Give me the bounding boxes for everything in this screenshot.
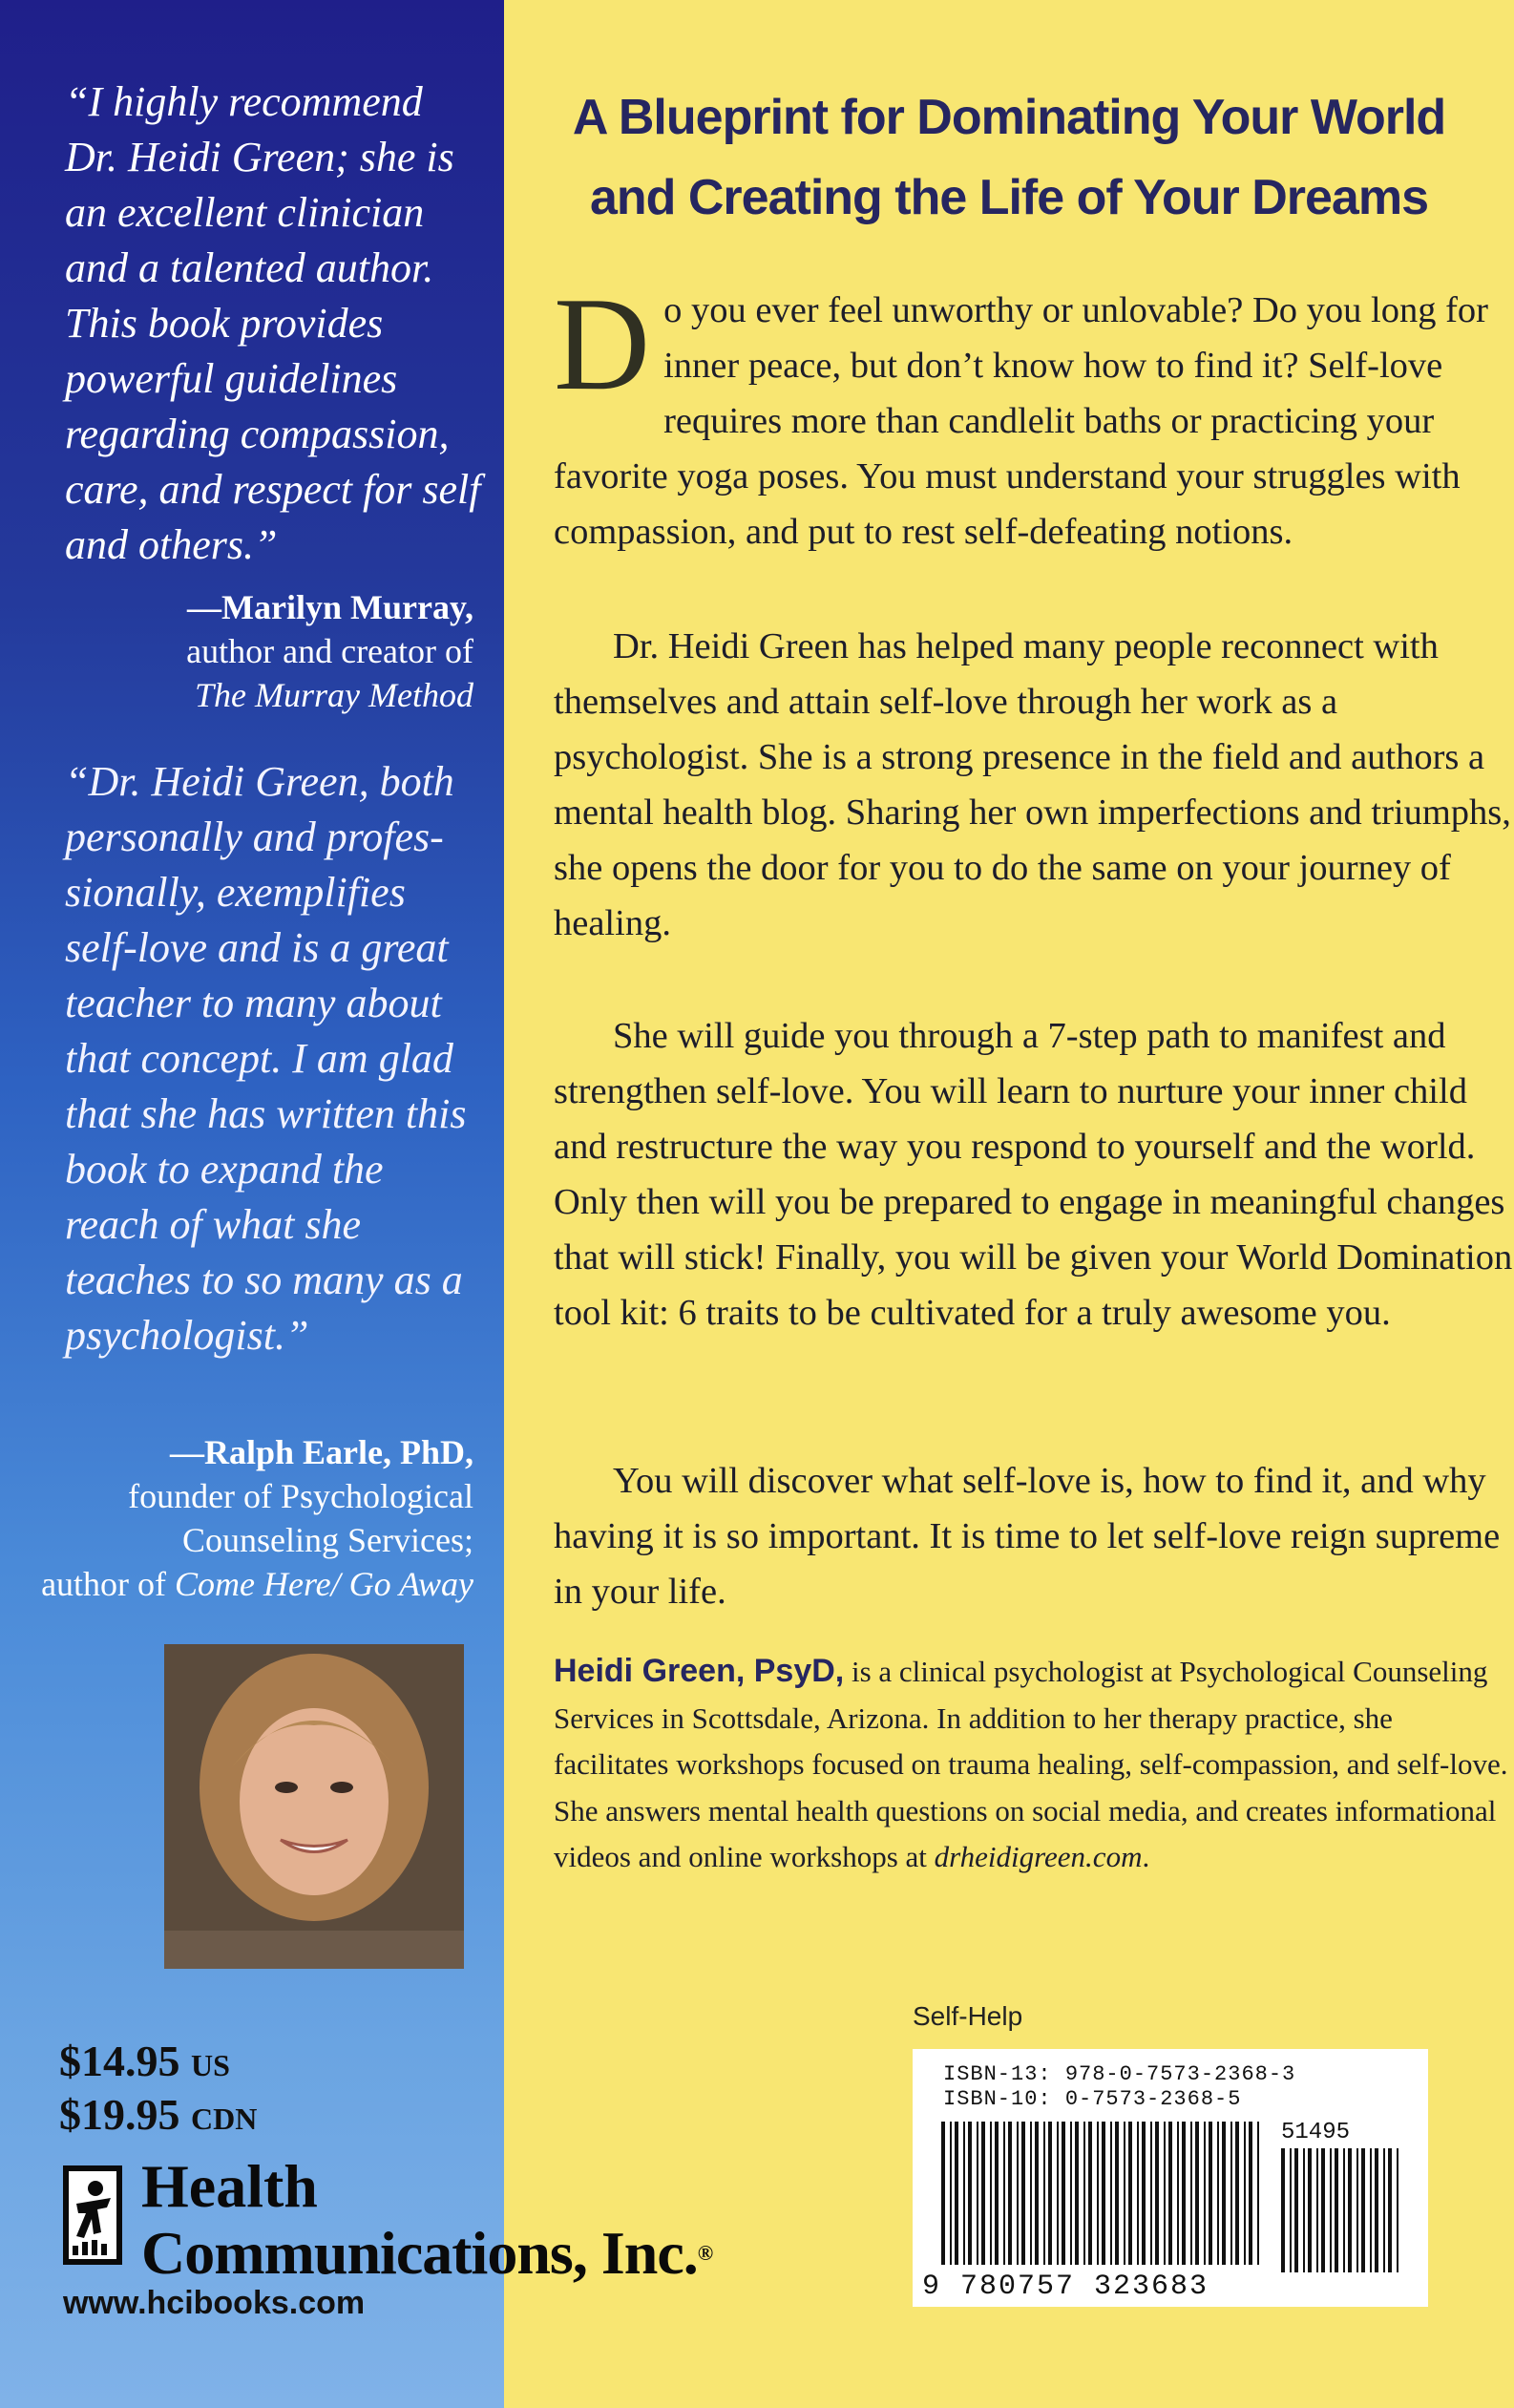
registered-mark: ® xyxy=(697,2241,713,2265)
barcode-bar xyxy=(1110,2122,1112,2265)
endorsement-quote-1: “I highly recommend Dr. Heidi Green; she is an excellent clinician and a talented author. This book provides powerful guidelines regarding compassion, care, and respect for self and others.” xyxy=(65,78,481,568)
price-us xyxy=(59,2036,230,2086)
endorser-role: founder of Psychological xyxy=(128,1477,473,1515)
paragraph-3: She will guide you through a 7-step path to manifest and strengthen self-love. You will learn to nurture your inner child and restructure the way you respond to yourself and the world. Only then will you be prepared to engage in meaningful changes that will stick! Finally, you will be given your World Domination tool kit: 6 traits to be cultivated for a truly awesome you. xyxy=(554,1016,1513,1333)
price-code: 51495 xyxy=(1281,2120,1351,2145)
barcode-bar xyxy=(1388,2148,1392,2272)
publisher-name-line1: Health xyxy=(141,2152,318,2220)
author-bio-text: is a clinical psychologist at Psychological Counseling Services in Scottsdale, Arizona. In addition to her therapy practice, she facilitates workshops focused on trauma healing, self-compassion, and self-love. She answers mental health questions on social media, and creates informational videos and online workshops at xyxy=(554,1655,1508,1873)
barcode-bar xyxy=(1048,2122,1052,2265)
publisher-name-line2 xyxy=(141,2221,712,2286)
author-bio-end: . xyxy=(1142,1840,1150,1873)
barcode-bar xyxy=(1155,2122,1159,2265)
paragraph-1-text: o you ever feel unworthy or unlovable? Do you long for inner peace, but don’t know how to find it? Self-love requires more than candlelit baths or practicing your favorite yoga poses. You must understand your struggles with compassion, and put to rest self-defeating notions. xyxy=(554,290,1488,552)
barcode-bar xyxy=(1150,2122,1152,2265)
paragraph-4: You will discover what self-love is, how to find it, and why having it is so important. It is time to let self-love reign supreme in your life. xyxy=(554,1461,1501,1612)
barcode-bar xyxy=(1383,2148,1385,2272)
drop-cap: D xyxy=(554,270,651,418)
barcode-bar xyxy=(1335,2148,1338,2272)
right-panel xyxy=(504,0,1514,2408)
barcode-bar xyxy=(1294,2148,1298,2272)
barcode-bar xyxy=(1343,2148,1345,2272)
barcode-bar xyxy=(1008,2122,1012,2265)
barcode-bar xyxy=(1057,2122,1059,2265)
endorser-work: The Murray Method xyxy=(195,676,473,714)
barcode-bar xyxy=(1230,2122,1232,2265)
barcode-bar xyxy=(1249,2122,1252,2265)
barcode-bar xyxy=(1321,2148,1325,2272)
price-cdn xyxy=(59,2089,257,2140)
endorser-name: —Marilyn Murray, xyxy=(187,588,473,626)
barcode-bar xyxy=(1375,2148,1378,2272)
left-panel xyxy=(0,0,504,2408)
price-us-value: $14.95 xyxy=(59,2037,180,2085)
author-name: Heidi Green, PsyD, xyxy=(554,1653,845,1689)
barcode-bar xyxy=(950,2122,952,2265)
barcode-bar xyxy=(1088,2122,1092,2265)
barcode-bar xyxy=(1348,2148,1352,2272)
barcode-bar xyxy=(1290,2148,1292,2272)
barcode-bar xyxy=(1244,2122,1246,2265)
barcode-bar xyxy=(955,2122,958,2265)
endorsement-quote-2: “Dr. Heidi Green, both personally and profes-sionally, exemplifies self-love and is a great teacher to many about that concept. I am glad that she has written this book to expand the reach of what she teaches to so many as a psychologist.” xyxy=(65,758,467,1359)
barcode-bar xyxy=(1017,2122,1019,2265)
headline-line2: and Creating the Life of Your Dreams xyxy=(589,170,1428,225)
barcode-bar xyxy=(1137,2122,1139,2265)
endorser-role-prefix: author of xyxy=(41,1565,167,1603)
barcode-bar xyxy=(941,2122,945,2265)
publisher-name-text: Communications, Inc. xyxy=(141,2219,698,2287)
endorser-work: Come Here/ Go Away xyxy=(175,1565,473,1603)
barcode-bar xyxy=(1204,2122,1206,2265)
barcode-bar xyxy=(1195,2122,1199,2265)
endorsement-attribution-1 xyxy=(186,585,473,717)
barcode-bar xyxy=(1035,2122,1039,2265)
barcode-bar xyxy=(1235,2122,1239,2265)
barcode-bar xyxy=(1070,2122,1072,2265)
endorser-role: Counseling Services; xyxy=(182,1521,473,1559)
barcode-bar xyxy=(1281,2148,1285,2272)
barcode-addon xyxy=(1281,2148,1405,2276)
price-cdn-value: $19.95 xyxy=(59,2090,180,2139)
publisher-url: www.hcibooks.com xyxy=(63,2285,366,2321)
barcode-bar xyxy=(1209,2122,1212,2265)
price-cdn-currency: CDN xyxy=(191,2102,258,2136)
barcode-bar xyxy=(1003,2122,1005,2265)
isbn-10: ISBN-10: 0-7573-2368-5 xyxy=(943,2087,1242,2111)
endorser-name: —Ralph Earle, PhD, xyxy=(169,1433,473,1471)
barcode-bar xyxy=(1083,2122,1085,2265)
barcode-bar xyxy=(1177,2122,1179,2265)
paragraph-2: Dr. Heidi Green has helped many people reconnect with themselves and attain self-love through her work as a psychologist. She is a strong presence in the field and authors a mental health blog. Sharing her own imperfections and triumphs, she opens the door for you to do the same on your journey of healing. xyxy=(554,626,1511,943)
barcode-bar xyxy=(1182,2122,1186,2265)
headline-line1: A Blueprint for Dominating Your World xyxy=(572,90,1446,145)
barcode-bar xyxy=(1303,2148,1305,2272)
barcode-bar xyxy=(1370,2148,1372,2272)
author-website: drheidigreen.com xyxy=(934,1840,1143,1873)
barcode-bar xyxy=(1168,2122,1172,2265)
barcode-ean13 xyxy=(941,2122,1266,2280)
barcode-bar xyxy=(968,2122,972,2265)
barcode-bar xyxy=(1115,2122,1119,2265)
barcode-bar xyxy=(1222,2122,1226,2265)
endorser-role: author and creator of xyxy=(186,632,473,670)
author-photo xyxy=(164,1644,464,1969)
barcode-bar xyxy=(1164,2122,1166,2265)
barcode-bar xyxy=(1361,2148,1365,2272)
book-category: Self-Help xyxy=(913,2001,1023,2031)
barcode-bar xyxy=(1217,2122,1219,2265)
barcode-bar xyxy=(1075,2122,1079,2265)
barcode-bar xyxy=(1142,2122,1146,2265)
endorser-role xyxy=(41,1562,473,1606)
publisher-logo-icon xyxy=(63,2165,122,2265)
barcode-bar xyxy=(1124,2122,1125,2265)
barcode-box xyxy=(913,2049,1428,2307)
barcode-bar xyxy=(1308,2148,1312,2272)
barcode-bar xyxy=(1128,2122,1132,2265)
barcode-bar xyxy=(1062,2122,1065,2265)
barcode-bar xyxy=(981,2122,985,2265)
barcode-bar xyxy=(1190,2122,1192,2265)
barcode-bar xyxy=(1097,2122,1099,2265)
paragraph-1 xyxy=(554,270,1514,560)
author-bio xyxy=(554,1648,1508,1881)
barcode-bar xyxy=(1316,2148,1318,2272)
barcode-bar xyxy=(1397,2148,1398,2272)
barcode-bar xyxy=(1043,2122,1045,2265)
barcode-bar xyxy=(977,2122,978,2265)
barcode-bar xyxy=(1330,2148,1332,2272)
endorsement-attribution-2 xyxy=(41,1430,473,1606)
barcode-bar xyxy=(963,2122,965,2265)
isbn-13: ISBN-13: 978-0-7573-2368-3 xyxy=(943,2062,1296,2086)
barcode-bar xyxy=(1257,2122,1259,2265)
barcode-bar xyxy=(990,2122,992,2265)
barcode-bar xyxy=(1102,2122,1105,2265)
barcode-digits: 9 780757 323683 xyxy=(922,2271,1209,2303)
price-us-currency: US xyxy=(191,2048,230,2082)
barcode-bar xyxy=(995,2122,999,2265)
barcode-bar xyxy=(1030,2122,1032,2265)
barcode-bar xyxy=(1356,2148,1358,2272)
barcode-bar xyxy=(1021,2122,1025,2265)
